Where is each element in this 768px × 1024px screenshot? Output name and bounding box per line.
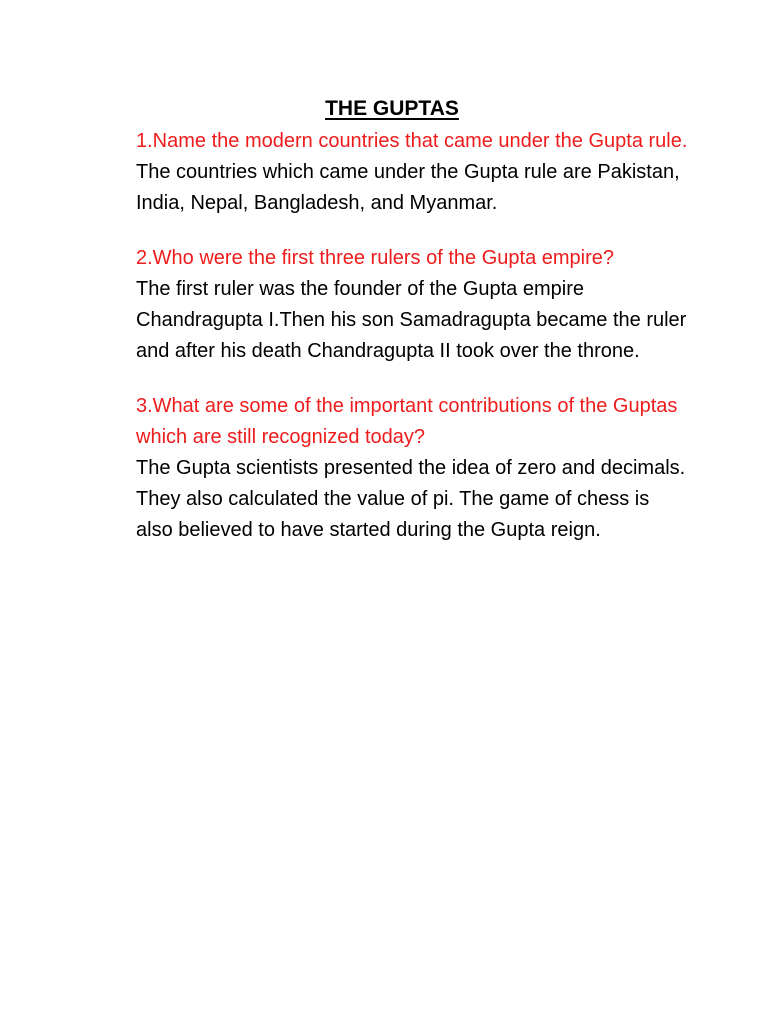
answer-1: The countries which came under the Gupta rule are Pakistan, India, Nepal, Bangladesh, and Myanmar. [136, 161, 680, 214]
question-1: 1.Name the modern countries that came under the Gupta rule. [136, 130, 688, 152]
qa-item-1 [136, 126, 688, 219]
paragraph-gap [136, 219, 688, 243]
question-3: 3.What are some of the important contributions of the Guptas which are still recognized today? [136, 395, 678, 448]
page-title-text: THE GUPTAS [325, 97, 459, 120]
paragraph-gap [136, 367, 688, 391]
page-title [136, 94, 688, 124]
qa-item-2 [136, 243, 688, 367]
answer-3: The Gupta scientists presented the idea of zero and decimals. They also calculated the value of pi. The game of chess is also believed to have started during the Gupta reign. [136, 457, 686, 541]
question-2: 2.Who were the first three rulers of the Gupta empire? [136, 247, 614, 269]
answer-2: The first ruler was the founder of the Gupta empire Chandragupta I.Then his son Samadragupta became the ruler and after his death Chandragupta II took over the throne. [136, 278, 687, 362]
qa-item-3 [136, 391, 688, 546]
